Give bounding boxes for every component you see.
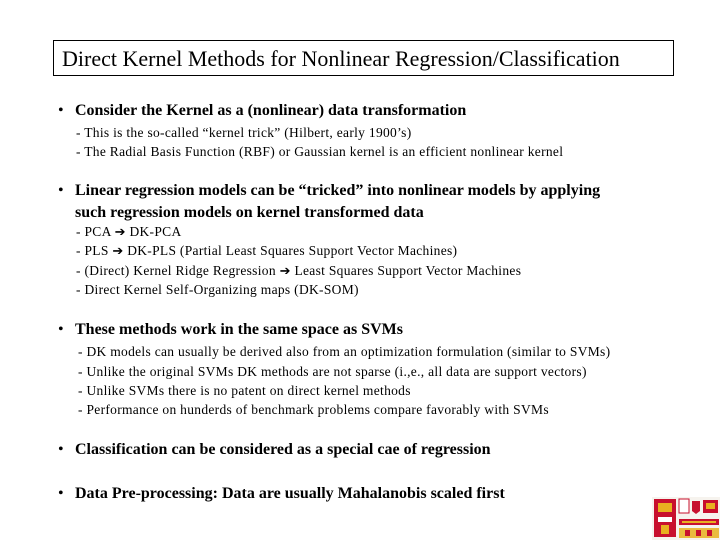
bullet-linear-heading-line2: such regression models on kernel transformed data bbox=[75, 204, 424, 221]
bullet-dot: • bbox=[58, 321, 64, 338]
bullet-dot: • bbox=[58, 485, 64, 502]
list-item: - This is the so-called “kernel trick” (Hilbert, early 1900’s) bbox=[76, 125, 412, 140]
university-crest-logo bbox=[652, 497, 720, 540]
item-text: - (Direct) Kernel Ridge Regression bbox=[76, 263, 280, 278]
item-text: Least Squares Support Vector Machines bbox=[290, 263, 522, 278]
item-text: - PCA bbox=[76, 224, 115, 239]
right-arrow-icon: ➔ bbox=[112, 243, 124, 258]
crest-svg bbox=[652, 497, 720, 540]
slide-title: Direct Kernel Methods for Nonlinear Regression/Classification bbox=[62, 46, 620, 71]
item-text: DK-PCA bbox=[125, 224, 182, 239]
bullet-kernel bbox=[58, 102, 466, 120]
bullet-preprocessing bbox=[58, 485, 505, 503]
bullet-dot: • bbox=[58, 102, 64, 119]
bullet-dot: • bbox=[58, 182, 64, 199]
list-item: - Unlike the original SVMs DK methods are not sparse (i.,e., all data are support vectors) bbox=[78, 364, 587, 379]
bullet-classification bbox=[58, 441, 491, 459]
list-item bbox=[76, 243, 457, 259]
bullet-linear bbox=[58, 182, 600, 200]
bullet-linear-heading-line1: Linear regression models can be “tricked” into nonlinear models by applying bbox=[75, 182, 601, 199]
slide-title-box bbox=[53, 40, 674, 76]
bullet-dot: • bbox=[58, 441, 64, 458]
bullet-kernel-heading: Consider the Kernel as a (nonlinear) data transformation bbox=[75, 102, 467, 119]
bullet-svm-heading: These methods work in the same space as SVMs bbox=[75, 321, 403, 338]
list-item: - Direct Kernel Self-Organizing maps (DK-SOM) bbox=[76, 282, 359, 297]
list-item: - Performance on hunderds of benchmark problems compare favorably with SVMs bbox=[78, 402, 549, 417]
list-item: - DK models can usually be derived also from an optimization formulation (similar to SVMs) bbox=[78, 344, 611, 359]
item-text: - PLS bbox=[76, 243, 113, 258]
right-arrow-icon: ➔ bbox=[114, 224, 126, 239]
list-item bbox=[76, 224, 182, 240]
list-item: - The Radial Basis Function (RBF) or Gaussian kernel is an efficient nonlinear kernel bbox=[76, 144, 564, 159]
bullet-preprocessing-heading: Data Pre-processing: Data are usually Mahalanobis scaled first bbox=[75, 485, 505, 502]
bullet-svm bbox=[58, 321, 403, 339]
item-text: DK-PLS (Partial Least Squares Support Vector Machines) bbox=[123, 243, 458, 258]
bullet-classification-heading: Classification can be considered as a special cae of regression bbox=[75, 441, 491, 458]
list-item: - Unlike SVMs there is no patent on direct kernel methods bbox=[78, 383, 411, 398]
right-arrow-icon: ➔ bbox=[279, 263, 291, 278]
list-item bbox=[76, 263, 521, 279]
